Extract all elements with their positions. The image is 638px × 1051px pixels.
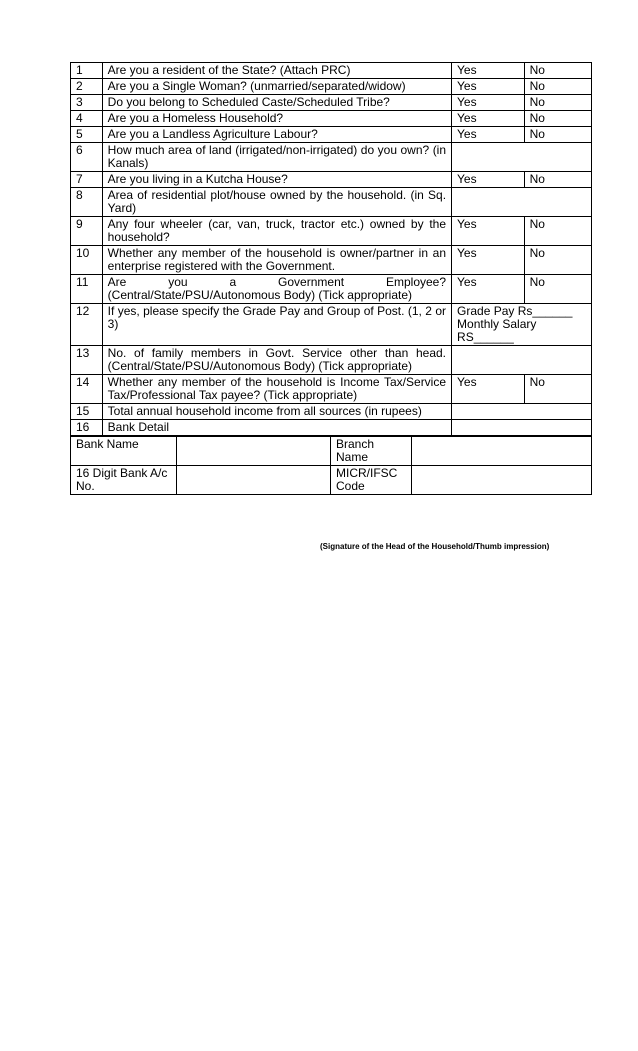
answer-field[interactable]	[452, 404, 592, 420]
row-number: 4	[71, 111, 103, 127]
table-row	[71, 466, 592, 495]
table-row	[71, 404, 592, 420]
bank-name-label: Bank Name	[71, 437, 177, 466]
yes-option[interactable]: Yes	[452, 217, 525, 246]
table-row	[71, 217, 592, 246]
no-option[interactable]: No	[524, 172, 591, 188]
row-number: 7	[71, 172, 103, 188]
yes-option[interactable]: Yes	[452, 79, 525, 95]
answer-field[interactable]	[452, 420, 592, 436]
micr-ifsc-field[interactable]	[412, 466, 592, 495]
answer-field[interactable]	[452, 346, 592, 375]
no-option[interactable]: No	[524, 111, 591, 127]
yes-option[interactable]: Yes	[452, 375, 525, 404]
row-number: 9	[71, 217, 103, 246]
question-text: If yes, please specify the Grade Pay and Group of Post. (1, 2 or 3)	[102, 304, 451, 346]
table-row	[71, 246, 592, 275]
yes-option[interactable]: Yes	[452, 127, 525, 143]
question-text: Whether any member of the household is owner/partner in an enterprise registered with the Government.	[102, 246, 451, 275]
table-row	[71, 127, 592, 143]
table-row	[71, 420, 592, 436]
yes-option[interactable]: Yes	[452, 275, 525, 304]
yes-option[interactable]: Yes	[452, 172, 525, 188]
question-text: Do you belong to Scheduled Caste/Scheduled Tribe?	[102, 95, 451, 111]
row-number: 2	[71, 79, 103, 95]
question-text: Are you a resident of the State? (Attach PRC)	[102, 63, 451, 79]
question-text: Total annual household income from all sources (in rupees)	[102, 404, 451, 420]
row-number: 5	[71, 127, 103, 143]
eligibility-form-table	[70, 62, 592, 436]
row-number: 3	[71, 95, 103, 111]
answer-field[interactable]	[452, 188, 592, 217]
table-row	[71, 143, 592, 172]
yes-option[interactable]: Yes	[452, 111, 525, 127]
table-row	[71, 188, 592, 217]
no-option[interactable]: No	[524, 127, 591, 143]
grade-pay-field[interactable]: Grade Pay Rs______	[457, 304, 573, 318]
no-option[interactable]: No	[524, 246, 591, 275]
table-row	[71, 375, 592, 404]
monthly-salary-field[interactable]: Monthly Salary RS______	[457, 317, 537, 344]
no-option[interactable]: No	[524, 217, 591, 246]
question-text: Are you a Homeless Household?	[102, 111, 451, 127]
table-row	[71, 275, 592, 304]
no-option[interactable]: No	[524, 375, 591, 404]
bank-name-field[interactable]	[177, 437, 331, 466]
no-option[interactable]: No	[524, 79, 591, 95]
question-text: Are you living in a Kutcha House?	[102, 172, 451, 188]
row-number: 11	[71, 275, 103, 304]
table-row	[71, 172, 592, 188]
table-row	[71, 346, 592, 375]
question-text: No. of family members in Govt. Service other than head. (Central/State/PSU/Autonomous Body) (Tick appropriate)	[102, 346, 451, 375]
yes-option[interactable]: Yes	[452, 246, 525, 275]
question-text: Bank Detail	[102, 420, 451, 436]
table-row	[71, 95, 592, 111]
row-number: 14	[71, 375, 103, 404]
signature-caption: (Signature of the Head of the Household/Thumb impression)	[320, 542, 550, 551]
table-row	[71, 63, 592, 79]
account-number-label: 16 Digit Bank A/c No.	[71, 466, 177, 495]
branch-name-field[interactable]	[412, 437, 592, 466]
question-text: Are you a Landless Agriculture Labour?	[102, 127, 451, 143]
yes-option[interactable]: Yes	[452, 63, 525, 79]
branch-name-label: Branch Name	[331, 437, 412, 466]
table-row	[71, 437, 592, 466]
micr-ifsc-label: MICR/IFSC Code	[331, 466, 412, 495]
row-number: 10	[71, 246, 103, 275]
account-number-field[interactable]	[177, 466, 331, 495]
row-number: 6	[71, 143, 103, 172]
table-row	[71, 304, 592, 346]
no-option[interactable]: No	[524, 95, 591, 111]
row-number: 15	[71, 404, 103, 420]
row-number: 16	[71, 420, 103, 436]
question-text: Area of residential plot/house owned by the household. (in Sq. Yard)	[102, 188, 451, 217]
answer-field[interactable]	[452, 143, 592, 172]
row-number: 1	[71, 63, 103, 79]
question-text: Are you a Government Employee? (Central/State/PSU/Autonomous Body) (Tick appropriate)	[102, 275, 451, 304]
row-number: 8	[71, 188, 103, 217]
question-text: Whether any member of the household is Income Tax/Service Tax/Professional Tax payee? (Tick appropriate)	[102, 375, 451, 404]
yes-option[interactable]: Yes	[452, 95, 525, 111]
row-number: 12	[71, 304, 103, 346]
question-text: How much area of land (irrigated/non-irrigated) do you own? (in Kanals)	[102, 143, 451, 172]
bank-detail-table	[70, 436, 592, 495]
table-row	[71, 111, 592, 127]
salary-details[interactable]	[452, 304, 592, 346]
no-option[interactable]: No	[524, 63, 591, 79]
row-number: 13	[71, 346, 103, 375]
no-option[interactable]: No	[524, 275, 591, 304]
question-text: Any four wheeler (car, van, truck, tractor etc.) owned by the household?	[102, 217, 451, 246]
table-row	[71, 79, 592, 95]
question-text: Are you a Single Woman? (unmarried/separated/widow)	[102, 79, 451, 95]
